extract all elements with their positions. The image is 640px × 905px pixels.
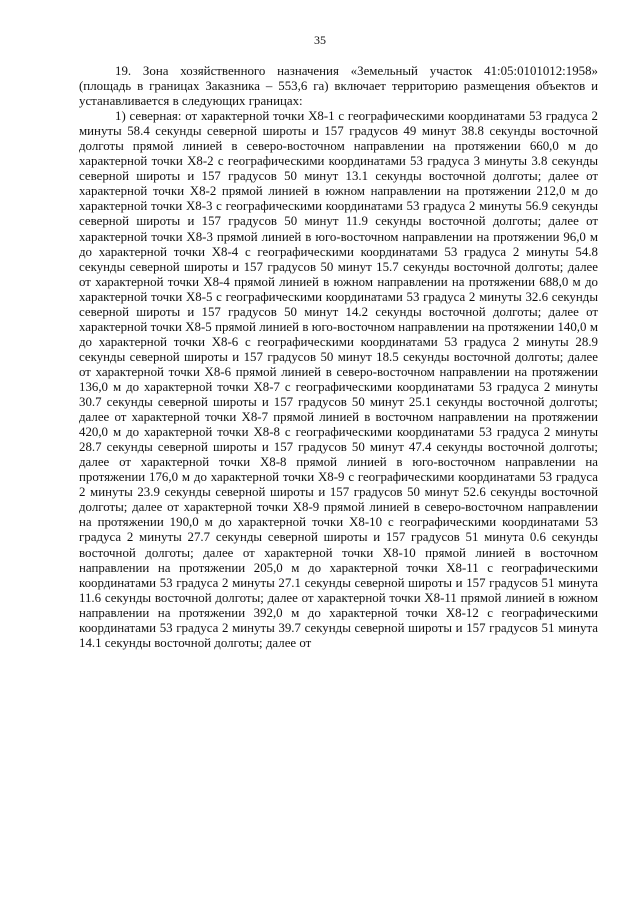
page-number: 35 (314, 33, 326, 47)
paragraph-northern-boundary: 1) северная: от характерной точки Х8-1 с географическими координатами 53 градуса 2 минуты 58.4 секунды северной широты и 157 градусов 49 минут 38.8 секунды восточной долготы прямой линией в северо-восточном направлении на протяжении 660,0 м до характерной точки Х8-2 с географическими координатами 53 градуса 3 минуты 3.8 секунды северной широты и 157 градусов 50 минут 13.1 секунды восточной долготы; далее от характерной точки Х8-2 прямой линией в южном направлении на протяжении 212,0 м до характерной точки Х8-3 с географическими координатами 53 градуса 2 минуты 56.9 секунды северной широты и 157 градусов 50 минут 11.9 секунды восточной долготы; далее от характерной точки Х8-3 прямой линией в юго-восточном направлении на протяжении 96,0 м до характерной точки Х8-4 с географическими координатами 53 градуса 2 минуты 54.8 секунды северной широты и 157 градусов 50 минут 15.7 секунды восточной долготы; далее от характерной точки Х8-4 прямой линией в южном направлении на протяжении 688,0 м до характерной точки Х8-5 с географическими координатами 53 градуса 2 минуты 32.6 секунды северной широты и 157 градусов 50 минут 14.2 секунды восточной долготы; далее от характерной точки Х8-5 прямой линией в юго-восточном направлении на протяжении 140,0 м до характерной точки Х8-6 с географическими координатами 53 градуса 2 минуты 28.9 секунды северной широты и 157 градусов 50 минут 18.5 секунды восточной долготы; далее от характерной точки Х8-6 прямой линией в северо-восточном направлении на протяжении 136,0 м до характерной точки Х8-7 с географическими координатами 53 градуса 2 минуты 30.7 секунды северной широты и 157 градусов 50 минут 25.1 секунды восточной долготы; далее от характерной точки Х8-7 прямой линией в восточном направлении на протяжении 420,0 м до характерной точки Х8-8 с географическими координатами 53 градуса 2 минуты 28.7 секунды северной широты и 157 градусов 50 минут 47.4 секунды восточной долготы; далее от характерной точки Х8-8 прямой линией в юго-восточном направлении на протяжении 176,0 м до характерной точки Х8-9 с географическими координатами 53 градуса 2 минуты 23.9 секунды северной широты и 157 градусов 50 минут 52.6 секунды восточной долготы; далее от характерной точки Х8-9 прямой линией в северо-восточном направлении на протяжении 190,0 м до характерной точки Х8-10 с географическими координатами 53 градуса 2 минуты 27.7 секунды северной широты и 157 градусов 51 минута 0.6 секунды восточной долготы; далее от характерной точки Х8-10 прямой линией в восточном направлении на протяжении 205,0 м до характерной точки Х8-11 с географическими координатами 53 градуса 2 минуты 27.1 секунды северной широты и 157 градусов 51 минута 11.6 секунды восточной долготы; далее от характерной точки Х8-11 прямой линией в южном направлении на протяжении 392,0 м до характерной точки Х8-12 с географическими координатами 53 градуса 2 минуты 39.7 секунды северной широты и 157 градусов 51 минута 14.1 секунды восточной долготы; далее от (79, 109, 598, 650)
document-body (79, 64, 598, 651)
paragraph-zone-description: 19. Зона хозяйственного назначения «Земельный участок 41:05:0101012:1958» (площадь в границах Заказника – 553,6 га) включает территорию размещения объектов и устанавливается в следующих границах: (79, 64, 598, 109)
